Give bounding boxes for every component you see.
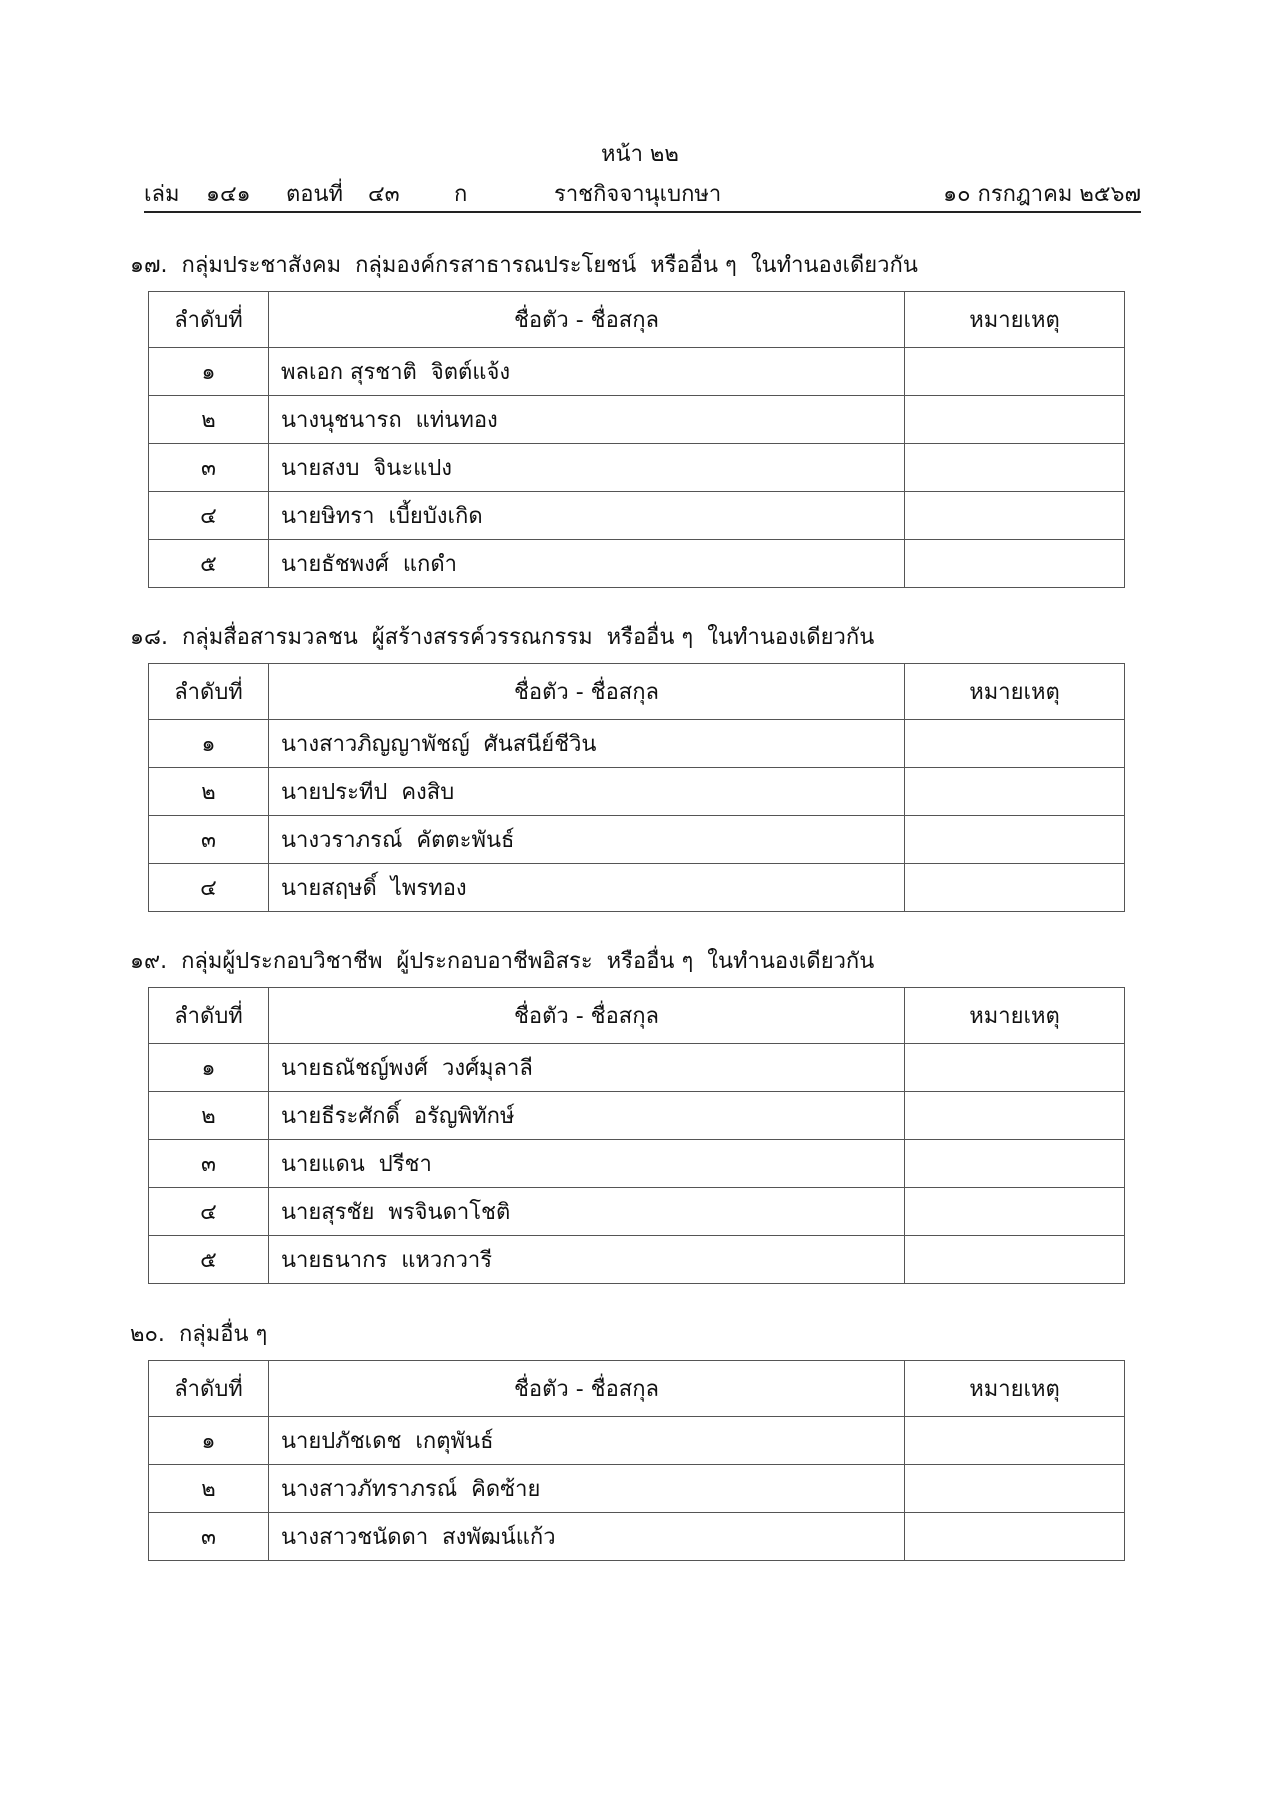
row-name: นางวราภรณ์ คัตตะพันธ์ [269,816,905,864]
column-header-remark: หมายเหตุ [905,988,1125,1044]
table-header-row [149,664,1125,720]
publication-name: ราชกิจจานุเบกษา [554,182,722,207]
row-remark [905,816,1125,864]
row-number: ๑ [149,1044,269,1092]
row-number: ๔ [149,864,269,912]
row-number: ๒ [149,396,269,444]
roster-table [148,291,1125,588]
row-name: นายสงบ จินะแปง [269,444,905,492]
roster-table [148,987,1125,1284]
section-title [130,619,874,654]
table-row [149,1465,1125,1513]
section-number: ๑๗. [130,253,168,278]
column-header-remark: หมายเหตุ [905,292,1125,348]
row-number: ๔ [149,1188,269,1236]
issue-number: ๔๓ [368,182,400,207]
row-number: ๓ [149,1140,269,1188]
row-name: พลเอก สุรชาติ จิตต์แจ้ง [269,348,905,396]
row-name: นายษิทรา เบี้ยบังเกิด [269,492,905,540]
column-header-number: ลำดับที่ [149,988,269,1044]
row-remark [905,1044,1125,1092]
row-remark [905,1140,1125,1188]
table-row [149,1140,1125,1188]
row-remark [905,720,1125,768]
issue-label: ตอนที่ [286,182,344,207]
row-name: นายแดน ปรีชา [269,1140,905,1188]
row-number: ๒ [149,768,269,816]
table-row [149,864,1125,912]
section-number: ๑๙. [130,949,168,974]
table-row [149,444,1125,492]
row-number: ๓ [149,816,269,864]
row-number: ๒ [149,1092,269,1140]
column-header-number: ลำดับที่ [149,664,269,720]
roster-table [148,1360,1125,1561]
column-header-name: ชื่อตัว - ชื่อสกุล [269,664,905,720]
row-number: ๑ [149,348,269,396]
row-name: นายปภัชเดช เกตุพันธ์ [269,1417,905,1465]
column-header-remark: หมายเหตุ [905,664,1125,720]
table-row [149,1188,1125,1236]
section-heading-text: กลุ่มสื่อสารมวลชน ผู้สร้างสรรค์วรรณกรรม หรืออื่น ๆ ในทำนองเดียวกัน [181,625,875,650]
table-row [149,348,1125,396]
row-remark [905,348,1125,396]
row-remark [905,1513,1125,1561]
table-row [149,1236,1125,1284]
row-remark [905,492,1125,540]
row-number: ๕ [149,1236,269,1284]
column-header-name: ชื่อตัว - ชื่อสกุล [269,1361,905,1417]
header-rule [144,211,1141,213]
column-header-number: ลำดับที่ [149,292,269,348]
section-title [130,247,918,282]
publication-date: ๑๐ กรกฎาคม ๒๕๖๗ [943,182,1141,207]
column-header-number: ลำดับที่ [149,1361,269,1417]
row-name: นายประทีป คงสิบ [269,768,905,816]
row-remark [905,1417,1125,1465]
row-number: ๒ [149,1465,269,1513]
row-number: ๔ [149,492,269,540]
table-row [149,720,1125,768]
row-name: นางสาวภิญญาพัชญ์ ศันสนีย์ชีวิน [269,720,905,768]
row-number: ๓ [149,444,269,492]
row-name: นายสฤษดิ์ ไพรทอง [269,864,905,912]
row-name: นางสาวภัทราภรณ์ คิดซ้าย [269,1465,905,1513]
table-header-row [149,988,1125,1044]
table-header-row [149,292,1125,348]
row-remark [905,768,1125,816]
table-row [149,1417,1125,1465]
section-title [130,943,874,978]
volume-number: ๑๔๑ [206,182,251,207]
section-heading-text: กลุ่มผู้ประกอบวิชาชีพ ผู้ประกอบอาชีพอิสระ หรืออื่น ๆ ในทำนองเดียวกัน [181,949,875,974]
roster-table [148,663,1125,912]
volume-label: เล่ม [144,182,180,207]
table-header-row [149,1361,1125,1417]
row-number: ๓ [149,1513,269,1561]
row-remark [905,1188,1125,1236]
column-header-remark: หมายเหตุ [905,1361,1125,1417]
row-name: นางสาวชนัดดา สงพัฒน์แก้ว [269,1513,905,1561]
row-remark [905,1092,1125,1140]
column-header-name: ชื่อตัว - ชื่อสกุล [269,292,905,348]
row-remark [905,1465,1125,1513]
table-row [149,540,1125,588]
row-remark [905,1236,1125,1284]
table-row [149,1513,1125,1561]
section-title [130,1316,267,1351]
page-number: หน้า ๒๒ [601,142,679,167]
row-name: นายธีระศักดิ์ อรัญพิทักษ์ [269,1092,905,1140]
row-number: ๑ [149,720,269,768]
table-row [149,492,1125,540]
table-row [149,768,1125,816]
row-remark [905,444,1125,492]
row-name: นายสุรชัย พรจินดาโชติ [269,1188,905,1236]
table-row [149,1092,1125,1140]
table-row [149,396,1125,444]
section-number: ๑๘. [130,625,168,650]
section-heading-text: กลุ่มประชาสังคม กลุ่มองค์กรสาธารณประโยชน์ หรืออื่น ๆ ในทำนองเดียวกัน [181,253,918,278]
section-number: ๒๐. [130,1322,165,1347]
row-name: นางนุชนารถ แท่นทอง [269,396,905,444]
row-remark [905,396,1125,444]
issue-suffix: ก [454,182,468,207]
row-remark [905,540,1125,588]
row-name: นายธนากร แหวกวารี [269,1236,905,1284]
table-row [149,816,1125,864]
row-remark [905,864,1125,912]
row-name: นายธณัชญ์พงศ์ วงศ์มุลาลี [269,1044,905,1092]
table-row [149,1044,1125,1092]
section-heading-text: กลุ่มอื่น ๆ [178,1322,268,1347]
row-number: ๕ [149,540,269,588]
row-number: ๑ [149,1417,269,1465]
gazette-header [144,172,1141,206]
row-name: นายธัชพงศ์ แกดำ [269,540,905,588]
column-header-name: ชื่อตัว - ชื่อสกุล [269,988,905,1044]
